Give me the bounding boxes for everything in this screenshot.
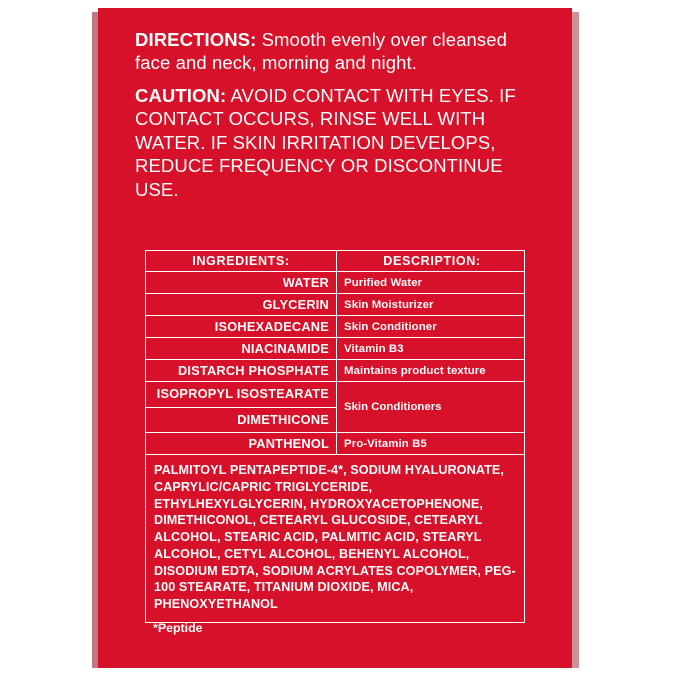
caution-paragraph <box>135 84 545 201</box>
caution-heading: CAUTION: <box>135 84 227 106</box>
merged-ingredient-names <box>146 382 337 432</box>
ingredient-name: ISOHEXADECANE <box>146 316 337 337</box>
ingredients-table <box>145 250 525 623</box>
ingredient-name: NIACINAMIDE <box>146 338 337 359</box>
table-header-row <box>146 251 524 272</box>
merged-ingredient-description: Skin Conditioners <box>344 401 442 414</box>
directions-and-caution-block <box>135 28 545 210</box>
caution-text: AVOID CONTACT WITH EYES. IF CONTACT OCCURS, RINSE WELL WITH WATER. IF SKIN IRRITATION DEVELOPS, REDUCE FREQUENCY OR DISCONTINUE USE. <box>135 84 516 200</box>
ingredient-name: WATER <box>146 272 337 293</box>
ingredient-name: DISTARCH PHOSPHATE <box>146 360 337 381</box>
label-edge-shadow-right <box>571 12 579 668</box>
directions-heading: DIRECTIONS: <box>135 29 257 50</box>
table-row <box>146 433 524 455</box>
table-header-description: DESCRIPTION: <box>383 254 481 268</box>
table-merged-row <box>146 382 524 433</box>
table-row <box>146 272 524 294</box>
ingredient-name: ISOPROPYL ISOSTEARATE <box>146 382 336 408</box>
directions-paragraph <box>135 28 545 75</box>
ingredient-description: Maintains product texture <box>344 364 486 377</box>
ingredient-description: Skin Moisturizer <box>344 298 434 311</box>
ingredient-name: GLYCERIN <box>146 294 337 315</box>
table-row <box>146 360 524 382</box>
ingredient-description: Skin Conditioner <box>344 320 437 333</box>
ingredient-name: PANTHENOL <box>146 433 337 454</box>
peptide-footnote: *Peptide <box>153 621 203 635</box>
directions-text: Smooth evenly over cleansed face and neck, morning and night. <box>135 29 507 74</box>
product-label-panel <box>98 8 572 668</box>
table-row <box>146 338 524 360</box>
ingredient-name: DIMETHICONE <box>237 411 329 427</box>
ingredient-description: Vitamin B3 <box>344 342 404 355</box>
ingredient-description: Purified Water <box>344 276 423 289</box>
table-row <box>146 294 524 316</box>
table-header-ingredients: INGREDIENTS: <box>146 251 337 271</box>
ingredient-description: Pro-Vitamin B5 <box>344 437 427 450</box>
table-row <box>146 316 524 338</box>
additional-ingredients-row: PALMITOYL PENTAPEPTIDE-4*, SODIUM HYALURONATE, CAPRYLIC/CAPRIC TRIGLYCERIDE, ETHYLHEXYLGLYCERIN, HYDROXYACETOPHENONE, DIMETHICONOL, CETEARYL GLUCOSIDE, CETEARYL ALCOHOL, STEARIC ACID, PALMITIC ACID, STEARYL ALCOHOL, CETYL ALCOHOL, BEHENYL ALCOHOL, DISODIUM EDTA, SODIUM ACRYLATES COPOLYMER, PEG-100 STEARATE, TITANIUM DIOXIDE, MICA, PHENOXYETHANOL <box>154 463 516 611</box>
